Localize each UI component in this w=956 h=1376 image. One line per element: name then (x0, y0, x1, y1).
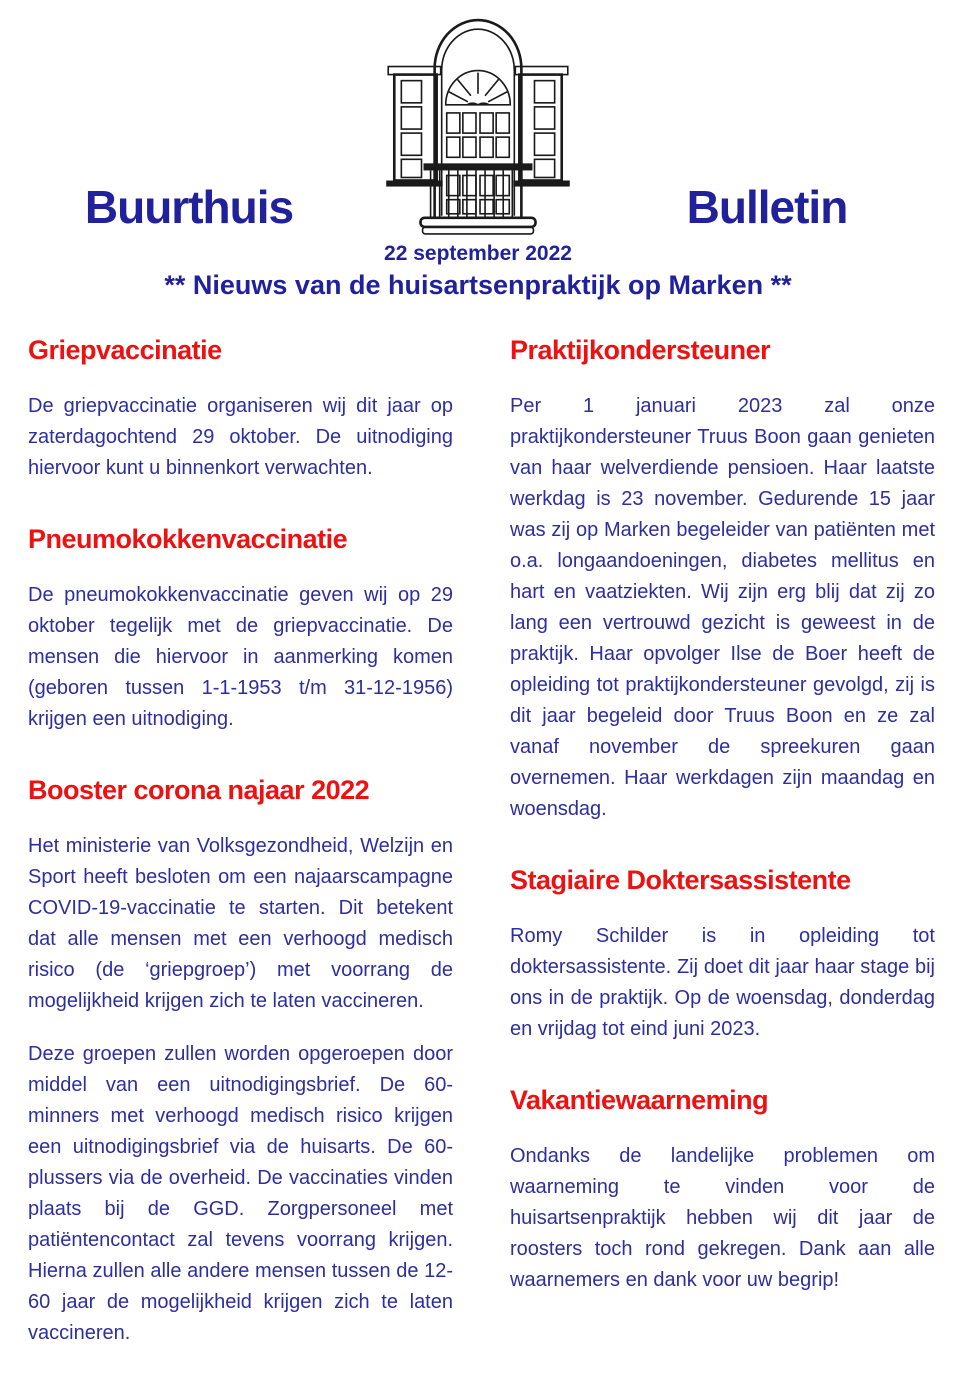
balcony-window-icon (380, 6, 576, 238)
balcony-window-logo (378, 6, 578, 240)
section-heading-vakantiewaarneming: Vakantiewaarneming (510, 1085, 769, 1115)
page-subtitle: ** Nieuws van de huisartsenpraktijk op Marken ** (164, 270, 792, 300)
masthead-title-right: Bulletin (686, 181, 848, 233)
section-heading-griepvaccinatie: Griepvaccinatie (28, 335, 222, 365)
section-paragraph: Ondanks de landelijke problemen om waarneming te vinden voor de huisartsenpraktijk hebben wij dit jaar de roosters toch rond gekregen. Dank aan alle waarnemers en dank voor uw begrip! (510, 1145, 935, 1291)
section-paragraph: De pneumokokkenvaccinatie geven wij op 29 oktober tegelijk met de griepvaccinatie. De mensen die hiervoor in aanmerking komen (geboren tussen 1-1-1953 t/m 31-12-1956) krijgen een uitnodiging. (28, 584, 453, 730)
masthead (0, 0, 956, 240)
content-columns (0, 301, 956, 1371)
section-paragraph: Het ministerie van Volksgezondheid, Welzijn en Sport heeft besloten om een najaarscampagne COVID-19-vaccinatie te starten. Dit betekent dat alle mensen met een verhoogd medisch risico (de ‘griepgroep’) met voorrang de mogelijkheid krijgen zich te laten vaccineren. (28, 835, 453, 1012)
section-paragraph: Per 1 januari 2023 zal onze praktijkondersteuner Truus Boon gaan genieten van haar welverdiende pensioen. Haar laatste werkdag is 23 november. Gedurende 15 jaar was zij op Marken begeleider van patiënten met o.a. longaandoeningen, diabetes mellitus en hart en vaatziekten. Wij zijn erg blij dat zij zo lang een vertrouwd gezicht is geweest in de praktijk. Haar opvolger Ilse de Boer heeft de opleiding tot praktijkondersteuner gevolgd, zij is dit jaar begeleid door Truus Boon en ze zal vanaf november de spreekuren gaan overnemen. Haar werkdagen zijn maandag en woensdag. (510, 395, 935, 820)
issue-date: 22 september 2022 (384, 242, 572, 265)
left-column (28, 335, 453, 1371)
section-paragraph: De griepvaccinatie organiseren wij dit jaar op zaterdagochtend 29 oktober. De uitnodiging hiervoor kunt u binnenkort verwachten. (28, 395, 453, 479)
section-heading-stagiaire-doktersassistente: Stagiaire Doktersassistente (510, 865, 851, 895)
section-paragraph: Romy Schilder is in opleiding tot doktersassistente. Zij doet dit jaar haar stage bij ons in de praktijk. Op de woensdag, donderdag en vrijdag tot eind juni 2023. (510, 925, 935, 1040)
section-heading-pneumokokkenvaccinatie: Pneumokokkenvaccinatie (28, 524, 348, 554)
section-heading-praktijkondersteuner: Praktijkondersteuner (510, 335, 771, 365)
section-paragraph: Deze groepen zullen worden opgeroepen door middel van een uitnodigingsbrief. De 60-minners met verhoogd medisch risico krijgen een uitnodigingsbrief via de huisarts. De 60-plussers via de overheid. De vaccinaties vinden plaats bij de GGD. Zorgpersoneel met patiëntencontact zal tevens voorrang krijgen. Hierna zullen alle andere mensen tussen de 12-60 jaar de mogelijkheid krijgen zich te laten vaccineren. (28, 1043, 453, 1344)
masthead-title-left: Buurthuis (84, 181, 294, 233)
right-column (510, 335, 935, 1371)
section-heading-booster-corona: Booster corona najaar 2022 (28, 775, 370, 805)
